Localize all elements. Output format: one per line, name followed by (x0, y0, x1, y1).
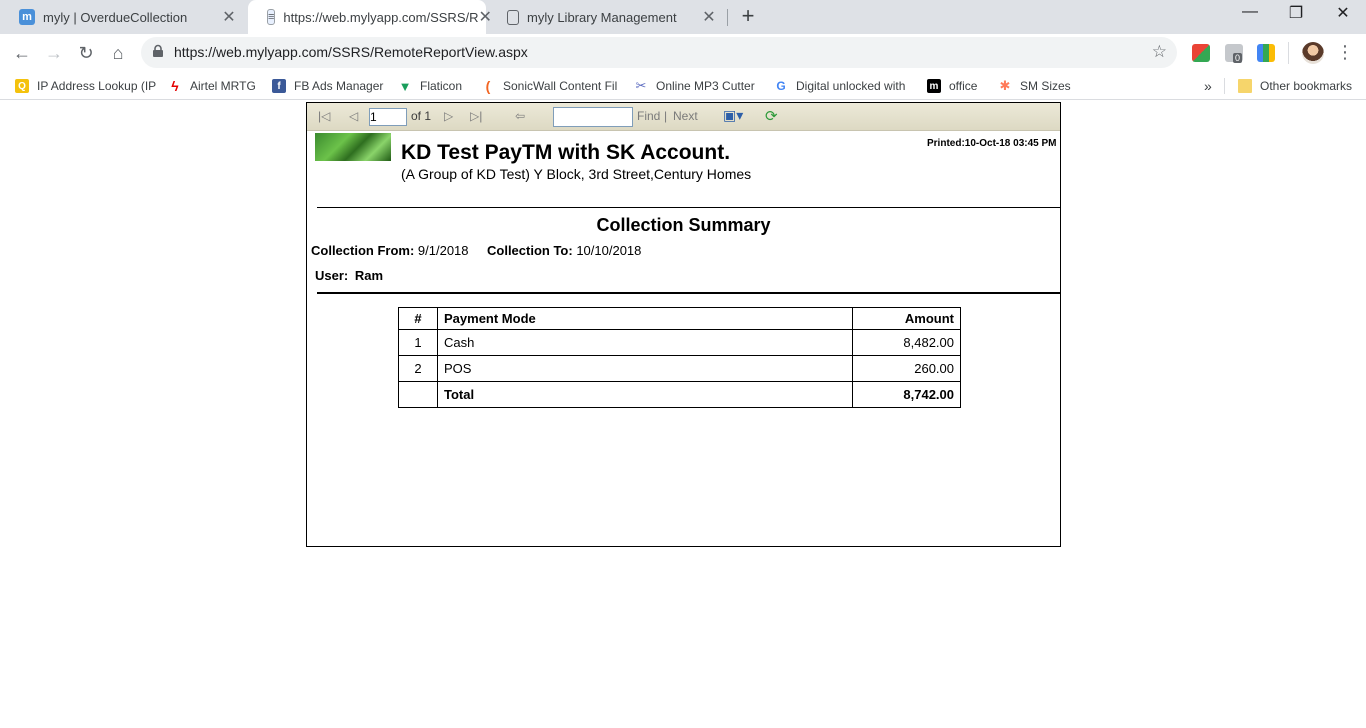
bookmark-label: FB Ads Manager (294, 79, 384, 93)
last-page-icon[interactable]: ▷| (470, 109, 483, 123)
total-label: Total (438, 382, 853, 408)
ip-lookup-icon: Q (15, 79, 29, 93)
row-amount: 260.00 (853, 356, 961, 382)
close-window-button[interactable]: ✕ (1336, 5, 1350, 22)
refresh-icon[interactable]: ⟳ (765, 108, 778, 125)
minimize-button[interactable]: — (1242, 3, 1258, 20)
total-number-cell (399, 382, 438, 408)
bookmark-label: Airtel MRTG (190, 79, 256, 93)
page-number-input[interactable] (369, 108, 407, 126)
home-button[interactable]: ⌂ (112, 43, 124, 63)
collection-from-value: 9/1/2018 (417, 243, 469, 258)
close-icon[interactable]: ✕ (478, 9, 492, 26)
more-bookmarks-button[interactable] (1204, 77, 1212, 95)
company-logo (315, 133, 391, 161)
next-page-icon[interactable]: ▷ (444, 109, 454, 123)
flaticon-icon: ▼ (398, 78, 412, 94)
table-row (399, 356, 961, 382)
company-title: KD Test PayTM with SK Account. (401, 141, 731, 164)
extension-badge-count: 0 (1235, 53, 1241, 63)
find-separator: | (664, 109, 668, 123)
browser-toolbar (0, 34, 1366, 72)
document-icon: ≡ (268, 11, 275, 23)
export-save-icon[interactable]: ▣▾ (723, 107, 744, 123)
new-tab-button[interactable]: + (741, 3, 755, 28)
bookmarks-bar (0, 72, 1366, 100)
browser-tab-strip (0, 0, 1366, 34)
page-of-label: of 1 (411, 109, 432, 123)
table-row (399, 330, 961, 356)
collection-to-value: 10/10/2018 (576, 243, 642, 258)
bookmark-digital-unlocked[interactable] (774, 77, 905, 95)
bookmark-airtel[interactable] (168, 77, 256, 95)
col-header-amount: Amount (853, 308, 961, 330)
url-text: https://web.mylyapp.com/SSRS/RemoteReportView.aspx (174, 44, 528, 60)
bookmark-sonicwall[interactable] (481, 77, 618, 95)
tab-library-management[interactable] (488, 0, 726, 34)
summary-title: Collection Summary (596, 215, 771, 235)
mp3-cutter-icon: ✂ (635, 78, 647, 93)
back-button[interactable]: ← (13, 43, 31, 63)
row-payment-mode: Cash (438, 330, 853, 356)
bookmark-label: Flaticon (420, 79, 463, 93)
col-header-payment-mode: Payment Mode (438, 308, 853, 330)
tab-separator (727, 9, 728, 26)
total-amount: 8,742.00 (853, 382, 961, 408)
collection-to-label: Collection To: (487, 243, 573, 258)
reload-button[interactable]: ↻ (78, 43, 94, 63)
hubspot-icon: ✱ (999, 78, 1011, 93)
close-icon[interactable]: ✕ (222, 9, 236, 26)
extension-badge-icon[interactable] (1225, 44, 1243, 62)
first-page-icon[interactable]: |◁ (318, 109, 331, 123)
lock-icon (153, 45, 163, 57)
summary-divider (317, 292, 1060, 294)
bookmark-star-icon[interactable]: ☆ (1151, 42, 1167, 61)
row-payment-mode: POS (438, 356, 853, 382)
report-viewer (306, 102, 1061, 547)
bookmark-label: IP Address Lookup (IP (37, 79, 157, 93)
facebook-icon: f (272, 79, 286, 93)
menu-kebab-icon[interactable]: ⋮ (1336, 42, 1354, 62)
tab-overdue-collection[interactable] (0, 0, 246, 34)
collection-from-label: Collection From: (311, 243, 415, 258)
tab-title: myly Library Management (527, 9, 677, 25)
more-bookmarks-label: » (1204, 78, 1212, 94)
report-toolbar (307, 103, 1060, 131)
analytics-extension-icon[interactable] (1257, 44, 1275, 62)
bookmark-flaticon[interactable] (398, 77, 462, 95)
bookmark-sm-sizes[interactable] (998, 77, 1071, 95)
header-divider (317, 207, 1060, 208)
bookmark-mp3-cutter[interactable] (634, 77, 755, 95)
previous-page-icon[interactable]: ◁ (349, 109, 359, 123)
address-bar[interactable] (141, 37, 1177, 68)
payment-mode-table (398, 307, 961, 408)
other-bookmarks[interactable] (1238, 77, 1352, 95)
bookmark-office[interactable] (927, 77, 977, 95)
bookmark-divider (1224, 78, 1225, 94)
page-icon (507, 10, 519, 25)
myly-icon: m (19, 9, 35, 25)
tab-title: myly | OverdueCollection (43, 9, 188, 25)
bookmark-ip-lookup[interactable] (15, 77, 157, 95)
row-number: 1 (399, 330, 438, 356)
avatar[interactable] (1302, 42, 1324, 64)
company-address: (A Group of KD Test) Y Block, 3rd Street,Century Homes (401, 166, 752, 182)
tab-ssrs-report[interactable] (248, 0, 492, 34)
close-icon[interactable]: ✕ (702, 9, 716, 26)
user-label: User: (315, 268, 349, 283)
collection-from (311, 243, 469, 258)
row-number: 2 (399, 356, 438, 382)
row-amount: 8,482.00 (853, 330, 961, 356)
toolbar-divider (1288, 42, 1289, 64)
find-text-input[interactable] (553, 107, 633, 127)
find-button[interactable]: Find (637, 109, 661, 123)
bookmark-label: Other bookmarks (1260, 79, 1353, 93)
extension-icon[interactable] (1192, 44, 1210, 62)
user-value: Ram (354, 268, 384, 283)
table-header-row (399, 308, 961, 330)
bookmark-label: Online MP3 Cutter (656, 79, 755, 93)
restore-button[interactable]: ❐ (1288, 5, 1304, 22)
table-total-row (399, 382, 961, 408)
find-next-button[interactable]: Next (673, 109, 698, 123)
collection-to (487, 243, 641, 258)
office-icon: m (927, 79, 941, 93)
bookmark-label: SonicWall Content Fil (503, 79, 618, 93)
col-header-number: # (399, 308, 438, 330)
airtel-icon: ϟ (171, 78, 179, 94)
sonicwall-icon: ( (485, 78, 491, 94)
printed-timestamp: Printed:10-Oct-18 03:45 PM (927, 138, 1057, 149)
bookmark-label: SM Sizes (1020, 79, 1071, 93)
bookmark-label: Digital unlocked with (796, 79, 906, 93)
bookmark-label: office (949, 79, 978, 93)
back-to-parent-icon[interactable]: ⇦ (515, 109, 526, 123)
google-icon: G (776, 79, 786, 93)
folder-icon (1238, 79, 1252, 93)
user-line (315, 268, 383, 283)
forward-button[interactable]: → (45, 43, 63, 63)
tab-title: https://web.mylyapp.com/SSRS/R (283, 9, 479, 25)
bookmark-fb-ads[interactable] (272, 77, 383, 95)
